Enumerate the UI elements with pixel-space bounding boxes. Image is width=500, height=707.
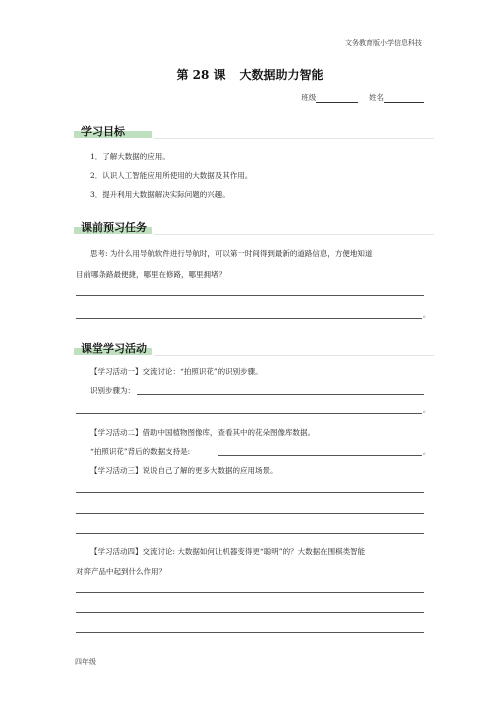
- answer-line[interactable]: [76, 318, 422, 319]
- objective-item: 1．了解大数据的应用。: [90, 152, 170, 161]
- grade-footer: 四年级: [75, 658, 96, 666]
- answer-line[interactable]: [76, 533, 424, 534]
- line-period: 。: [423, 406, 430, 414]
- answer-line[interactable]: [76, 492, 424, 493]
- heading-rule: [154, 355, 434, 356]
- answer-line[interactable]: [218, 455, 422, 456]
- section-activities-heading: [74, 339, 434, 357]
- heading-rule: [154, 234, 434, 235]
- line-period: 。: [423, 448, 430, 456]
- activity-2-prompt: “拍照识花”背后的数据支持是:: [90, 447, 191, 456]
- objective-item: 2．认识人工智能应用所使用的大数据及其作用。: [90, 171, 253, 180]
- student-info: [301, 92, 424, 103]
- preview-question: 思考: 为什么用导航软件进行导航时，可以第一时间得到最新的道路信息，方便地知道: [90, 249, 373, 258]
- lesson-name: 大数据助力智能: [239, 68, 324, 82]
- preview-question-cont: 目前哪条路最便捷，哪里在修路，哪里拥堵？: [76, 270, 226, 279]
- page-title: [0, 66, 500, 83]
- class-label: 班级: [301, 93, 317, 102]
- answer-line[interactable]: [76, 413, 422, 414]
- objective-item: 3．提升利用大数据解决实际问题的兴趣。: [90, 190, 230, 199]
- name-label: 姓名: [369, 93, 384, 102]
- line-period: 。: [423, 311, 430, 319]
- section-title: 学习目标: [81, 125, 125, 138]
- activity-1-prompt: 识别步骤为：: [90, 386, 135, 395]
- heading-rule: [154, 138, 434, 139]
- section-title: 课堂学习活动: [81, 342, 147, 355]
- answer-line[interactable]: [137, 394, 424, 395]
- answer-line[interactable]: [76, 592, 424, 593]
- activity-2-title: 【学习活动二】借助中国植物图像库，查看其中的花朵图像库数据。: [90, 428, 315, 437]
- activity-4-title: 【学习活动四】交流讨论: 大数据如何让机器变得更“聪明”的？大数据在围棋类智能: [90, 547, 366, 556]
- activity-4-title-cont: 对弈产品中起到什么作用？: [76, 567, 166, 576]
- section-title: 课前预习任务: [81, 221, 147, 234]
- series-header: 文务教育版小学信息科技: [345, 39, 422, 47]
- answer-line[interactable]: [76, 295, 424, 296]
- answer-line[interactable]: [76, 632, 424, 633]
- activity-3-title: 【学习活动三】说说自己了解的更多大数据的应用场景。: [90, 466, 278, 475]
- section-objectives-heading: [74, 122, 434, 140]
- name-field[interactable]: [384, 93, 424, 103]
- answer-line[interactable]: [76, 513, 424, 514]
- activity-1-title: 【学习活动一】交流讨论：“拍照识花”的识别步骤。: [90, 367, 263, 376]
- class-field[interactable]: [316, 93, 358, 103]
- lesson-number: 第 28 课: [176, 68, 226, 82]
- answer-line[interactable]: [76, 612, 424, 613]
- section-preview-heading: [74, 218, 434, 236]
